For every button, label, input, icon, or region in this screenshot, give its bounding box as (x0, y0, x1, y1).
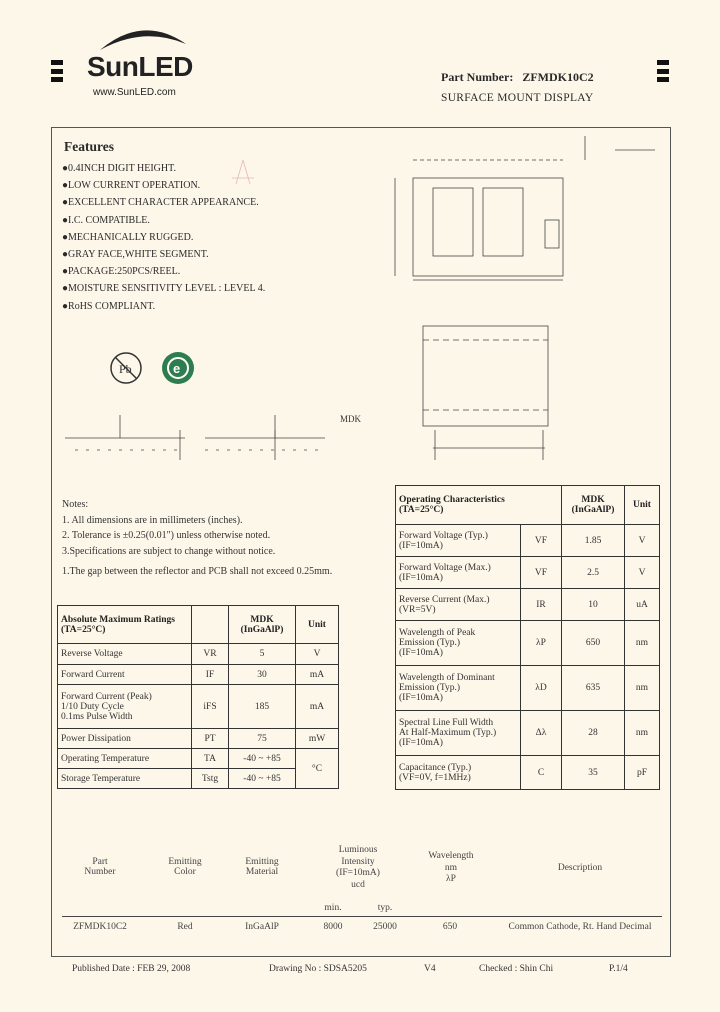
col-description: Description (557, 863, 603, 873)
table-row: Reverse Voltage VR 5 V (58, 644, 339, 665)
op-mdk-header: MDK (InGaAlP) (562, 486, 625, 525)
table-row: Forward Voltage (Max.) (IF=10mA) VF 2.5 V (396, 557, 660, 589)
part-number-heading (441, 70, 594, 85)
feature-item: ●I.C. COMPATIBLE. (62, 214, 150, 226)
operating-characteristics-table (395, 485, 660, 790)
sunled-logo-swoosh (98, 22, 188, 52)
product-subtitle: SURFACE MOUNT DISPLAY (441, 92, 594, 104)
brand-logo: SunLED (87, 51, 193, 82)
side-mark (51, 69, 63, 74)
feature-item: ●RoHS COMPLIANT. (62, 300, 156, 312)
note-line: 3.Specifications are subject to change without notice. (62, 545, 276, 557)
package-dimension-drawing (375, 130, 665, 475)
selection-divider (62, 916, 662, 917)
circuit-label: MDK (340, 414, 362, 424)
side-mark (657, 69, 669, 74)
note-line: 2. Tolerance is ±0.25(0.01") unless otherwise noted. (62, 530, 271, 541)
table-row: Forward Voltage (Typ.) (IF=10mA) VF 1.85 V (396, 525, 660, 557)
table-row: Spectral Line Full Width At Half-Maximum (Typ.) (IF=10mA) Δλ 28 nm (396, 711, 660, 756)
col-min: min. (324, 903, 342, 913)
features-title: Features (64, 139, 114, 154)
feature-item: ●PACKAGE:250PCS/REEL. (62, 266, 181, 278)
table-row: Power Dissipation PT 75 mW (58, 729, 339, 749)
checked-by: Checked : Shin Chi (479, 964, 554, 974)
drawing-number: Drawing No : SDSA5205 (269, 964, 367, 974)
notes-block (62, 497, 275, 559)
table-row: Capacitance (Typ.) (VF=0V, f=1MHz) C 35 pF (396, 756, 660, 790)
feature-item: ●MOISTURE SENSITIVITY LEVEL : LEVEL 4. (62, 283, 266, 295)
col-part-number: Part Number (84, 857, 116, 877)
note-line: 1. All dimensions are in millimeters (inches). (62, 514, 243, 526)
side-mark (51, 77, 63, 82)
table-row: Forward Current IF 30 mA (58, 665, 339, 685)
feature-item: ●LOW CURRENT OPERATION. (62, 180, 201, 192)
brand-url: www.SunLED.com (93, 87, 176, 98)
page-number: P.1/4 (609, 964, 628, 974)
abs-title-cell: Absolute Maximum Ratings (TA=25°C) (58, 606, 192, 644)
version: V4 (424, 964, 436, 974)
col-emitting-material: Emitting Material (245, 857, 279, 877)
op-unit-header: Unit (625, 486, 660, 525)
rohs-eco-icon (160, 350, 196, 386)
published-date: Published Date : FEB 29, 2008 (72, 964, 191, 974)
abs-unit-header: Unit (296, 606, 339, 644)
op-title-cell: Operating Characteristics (TA=25°C) (396, 486, 562, 525)
feature-item: ●MECHANICALLY RUGGED. (62, 231, 194, 243)
side-mark (51, 60, 63, 65)
svg-text:e: e (173, 361, 181, 376)
col-luminous-intensity: Luminous Intensity (IF=10mA) ucd (336, 845, 380, 890)
col-emitting-color: Emitting Color (168, 857, 202, 877)
col-wavelength: Wavelength nm λP (428, 851, 474, 884)
table-row: Reverse Current (Max.) (VR=5V) IR 10 uA (396, 589, 660, 621)
absolute-max-ratings-table (57, 605, 339, 789)
table-row: Operating Temperature TA -40 ~ +85 °C (58, 749, 339, 769)
feature-item: ●EXCELLENT CHARACTER APPEARANCE. (62, 197, 259, 209)
svg-text:Pb: Pb (119, 362, 132, 376)
col-typ: typ. (377, 903, 393, 913)
pb-free-icon (108, 350, 144, 386)
gap-note: 1.The gap between the reflector and PCB shall not exceed 0.25mm. (62, 566, 333, 577)
table-row: Wavelength of Peak Emission (Typ.) (IF=10mA) λP 650 nm (396, 621, 660, 666)
side-mark (657, 77, 669, 82)
table-row: Storage Temperature Tstg -40 ~ +85 (58, 769, 339, 789)
abs-mdk-header: MDK (InGaAlP) (229, 606, 296, 644)
feature-item: ●GRAY FACE,WHITE SEGMENT. (62, 248, 209, 260)
notes-title: Notes: (62, 499, 89, 510)
side-mark (657, 60, 669, 65)
faint-mark-icon (228, 158, 258, 188)
part-number-value: ZFMDK10C2 (522, 70, 594, 84)
part-number-label: Part Number: (441, 70, 514, 84)
table-row: Wavelength of Dominant Emission (Typ.) (IF=10mA) λD 635 nm (396, 666, 660, 711)
feature-item: ●0.4INCH DIGIT HEIGHT. (62, 163, 176, 174)
table-row: Forward Current (Peak) 1/10 Duty Cycle 0.1ms Pulse Width iFS 185 mA (58, 685, 339, 729)
internal-circuit-diagram (60, 405, 350, 475)
